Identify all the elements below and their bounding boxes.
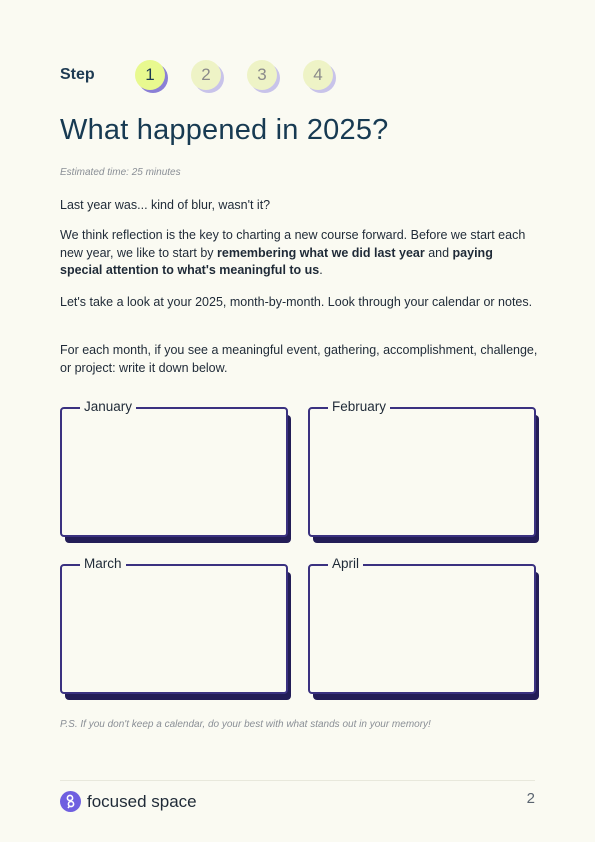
month-box-february[interactable] (308, 399, 536, 537)
reflection-text-mid: and (424, 245, 453, 260)
month-label: January (80, 399, 136, 414)
focused-space-logo-icon (60, 791, 81, 812)
calendar-paragraph: Let's take a look at your 2025, month-by-month. Look through your calendar or notes. (60, 295, 533, 309)
reflection-paragraph (60, 227, 538, 280)
intro-paragraph: Last year was... kind of blur, wasn't it? (60, 198, 271, 212)
month-box-march[interactable] (60, 556, 288, 694)
brand-name: focused space (87, 792, 197, 811)
page-number: 2 (526, 790, 535, 807)
instruction-paragraph: For each month, if you see a meaningful event, gathering, accomplishment, challenge, or project: write it down below. (60, 343, 538, 375)
step-4[interactable]: 4 (303, 60, 333, 90)
reflection-emphasis-1: remembering what we did last year (217, 245, 425, 260)
postscript-note: P.S. If you don't keep a calendar, do your best with what stands out in your memory! (60, 719, 431, 730)
writing-area[interactable] (60, 399, 288, 537)
month-label: February (328, 399, 390, 414)
step-2[interactable]: 2 (191, 60, 221, 90)
step-3[interactable]: 3 (247, 60, 277, 90)
reflection-text-start: We think reflection is the key to charting a new course forward. Before we start each new year, we like to start by (60, 228, 526, 260)
step-label: Step (60, 66, 95, 83)
month-label: April (328, 556, 363, 571)
writing-area[interactable] (308, 399, 536, 537)
month-label: March (80, 556, 126, 571)
reflection-text-end: . (319, 263, 323, 277)
writing-area[interactable] (60, 556, 288, 694)
footer-divider (60, 780, 535, 781)
step-1[interactable]: 1 (135, 60, 165, 90)
page-title: What happened in 2025? (60, 114, 389, 146)
step-indicator (60, 60, 360, 92)
month-box-april[interactable] (308, 556, 536, 694)
reflection-emphasis-2: paying special attention to what's meaningful to us (60, 245, 493, 277)
writing-area[interactable] (308, 556, 536, 694)
estimated-time: Estimated time: 25 minutes (60, 167, 181, 178)
month-box-january[interactable] (60, 399, 288, 537)
